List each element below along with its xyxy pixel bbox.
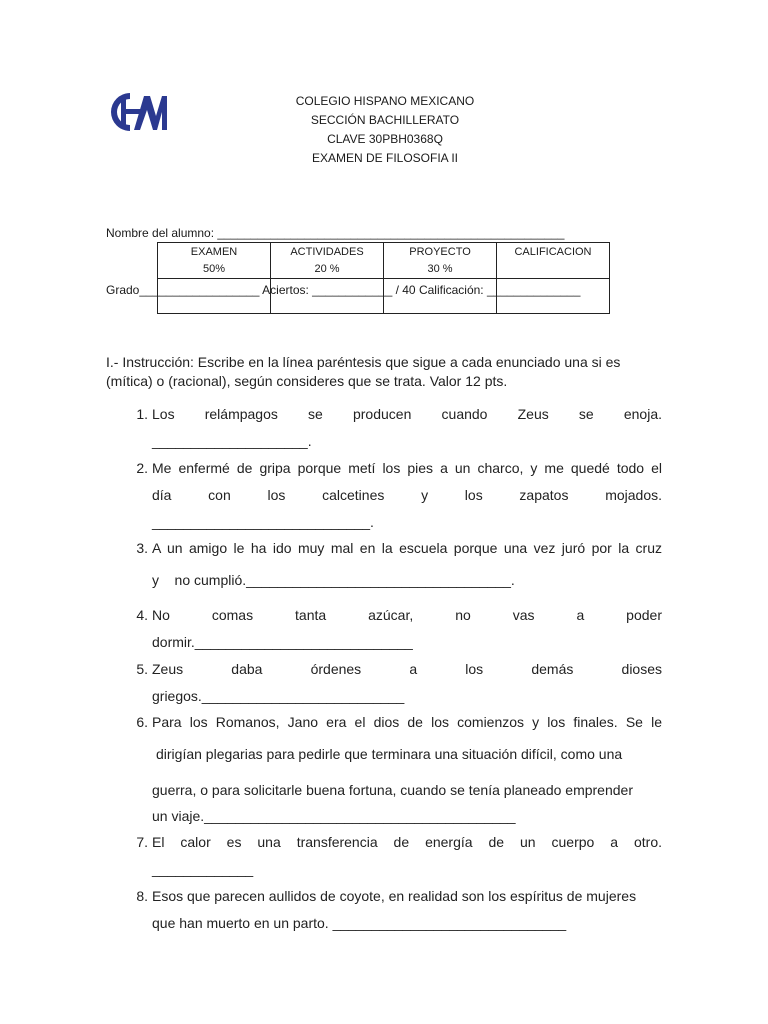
question-text: Esos que parecen aullidos de coyote, en realidad son los espíritus de mujeres [152,888,637,904]
question-text: El calor es una transferencia de energía de un cuerpo a otro. [152,834,662,850]
question-number: 2. [136,460,148,476]
grades-table-header-cell: PROYECTO 30 % [384,243,497,279]
grades-table-value-row [158,279,610,314]
student-name-field[interactable]: Nombre del alumno: ____________________________________________________ [106,226,565,240]
question-number: 3. [136,540,148,556]
question-text: Me enfermé de gripa porque metí los pies a un charco, y me quedé todo el [152,460,662,476]
school-logo [104,90,168,134]
answer-line[interactable]: y no cumplió.__________________________________. [152,572,515,588]
question-number: 6. [136,714,148,730]
question-text: A un amigo le ha ido muy mal en la escuela porque una vez juró por la cruz [152,540,662,556]
grades-table-cell[interactable] [497,279,610,314]
question-text: No comas tanta azúcar, no vas a poder [152,607,662,623]
exam-title: EXAMEN DE FILOSOFIA II [311,151,459,165]
question-text: guerra, o para solicitarle buena fortuna, cuando se tenía planeado emprender [152,782,633,798]
question-number: 1. [136,406,148,422]
question-text: Los relámpagos se producen cuando Zeus se enoja. [152,406,662,422]
grades-table-header-cell: ACTIVIDADES 20 % [271,243,384,279]
question-number: 4. [136,607,148,623]
question-text: día con los calcetines y los zapatos mojados. [152,487,662,503]
grades-table-cell[interactable] [271,279,384,314]
answer-line[interactable]: un viaje.________________________________________ [152,808,516,824]
grade-score-field[interactable]: Grado__________________ Aciertos: ____________ / 40 Calificación: ______________ [106,283,581,297]
question-number: 5. [136,661,148,677]
grades-table-header-row [158,243,610,279]
grades-table-cell[interactable] [384,279,497,314]
answer-line[interactable]: griegos.__________________________ [152,688,405,704]
answer-line[interactable]: ____________________. [152,433,312,449]
grades-table [157,242,610,314]
grades-table-cell[interactable] [158,279,271,314]
school-key: CLAVE 30PBH0368Q [327,132,443,146]
question-text: dirigían plegarias para pedirle que terminara una situación difícil, como una [156,746,623,762]
answer-line[interactable]: que han muerto en un parto. ______________________________ [152,915,567,931]
question-text: Para los Romanos, Jano era el dios de los comienzos y los finales. Se le [152,714,662,730]
instruction-text: I.- Instrucción: Escribe en la línea paréntesis que sigue a cada enunciado una si es (mítica) o (racional), según consideres que se trata. Valor 12 pts. [106,354,621,389]
answer-line[interactable]: ____________________________. [152,514,374,530]
question-number: 7. [136,834,148,850]
grades-table-header-cell: EXAMEN 50% [158,243,271,279]
section-name: SECCIÓN BACHILLERATO [310,113,460,127]
question-text: Zeus daba órdenes a los demás dioses [152,661,662,677]
school-name: COLEGIO HISPANO MEXICANO [295,94,475,108]
grades-table-header-cell: CALIFICACION [497,243,610,279]
question-number: 8. [136,888,148,904]
document-header [230,92,540,168]
answer-line[interactable]: _____________ [152,861,254,877]
answer-line[interactable]: dormir.____________________________ [152,634,413,650]
